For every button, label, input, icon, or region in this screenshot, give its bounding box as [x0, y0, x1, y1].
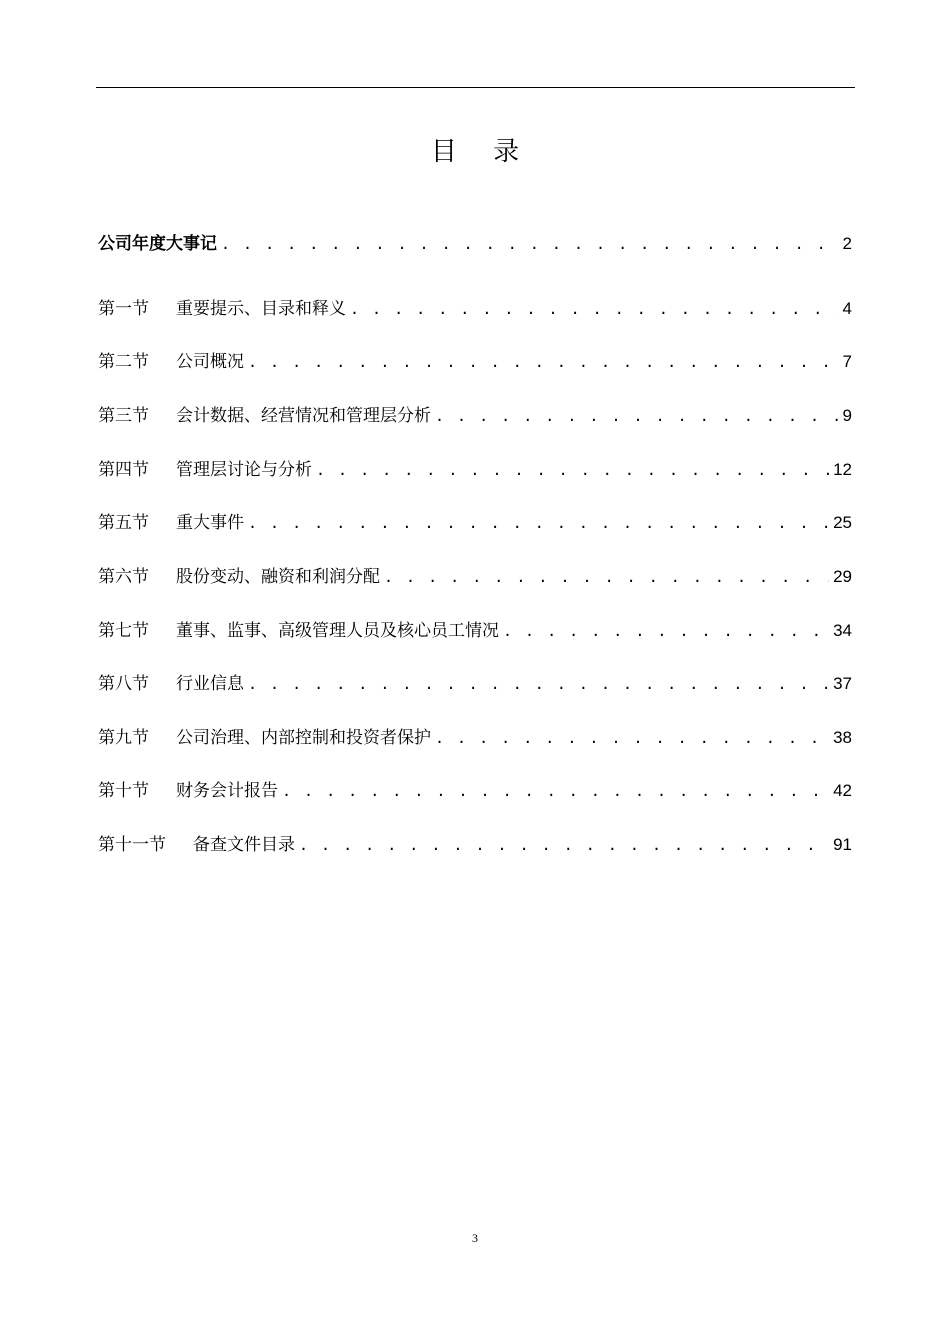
- toc-entry-heading: 重要提示、目录和释义: [176, 299, 346, 319]
- toc-title: 目 录: [430, 137, 534, 167]
- toc-entry-section: 第九节: [98, 728, 149, 748]
- toc-entry-heading: 重大事件: [176, 513, 244, 533]
- toc-entry-heading: 财务会计报告: [176, 781, 278, 801]
- toc-entry-heading: 股份变动、融资和利润分配: [176, 567, 380, 587]
- toc-dot-leader: [299, 831, 829, 859]
- toc-dot-leader: [248, 509, 829, 537]
- toc-entry-section-7[interactable]: [98, 617, 852, 645]
- toc-entry-section: 第十节: [98, 781, 149, 801]
- toc-entry-page: 25: [833, 513, 852, 532]
- toc-entry-section-9[interactable]: [98, 724, 852, 752]
- toc-entry-section-5[interactable]: [98, 509, 852, 537]
- header-rule: [96, 87, 855, 88]
- toc-entry-section: 第二节: [98, 352, 149, 372]
- toc-dot-leader: [503, 617, 829, 645]
- toc-entry-heading: 公司治理、内部控制和投资者保护: [176, 728, 431, 748]
- toc-entry-annual-events[interactable]: [98, 230, 852, 258]
- toc-entry-page: 4: [842, 299, 852, 318]
- toc-entry-heading: 管理层讨论与分析: [176, 460, 312, 480]
- toc-entry-heading: 公司概况: [176, 352, 244, 372]
- toc-entry-section: 第七节: [98, 621, 149, 641]
- toc-dot-leader: [248, 670, 829, 698]
- toc-dot-leader: [316, 456, 829, 484]
- toc-entry-section: 第五节: [98, 513, 149, 533]
- toc-entry-page: 29: [833, 567, 852, 586]
- toc-entry-section-3[interactable]: [98, 402, 852, 430]
- toc-dot-leader: [384, 563, 829, 591]
- toc-entry-section: 第三节: [98, 406, 149, 426]
- page-number: 3: [472, 1231, 478, 1245]
- toc-entry-section: 第八节: [98, 674, 149, 694]
- toc-entry-section-1[interactable]: [98, 295, 852, 323]
- toc-entry-heading: 董事、监事、高级管理人员及核心员工情况: [176, 621, 499, 641]
- toc-entry-page: 34: [833, 621, 852, 640]
- toc-entry-heading: 行业信息: [176, 674, 244, 694]
- toc-entry-section: 第十一节: [98, 835, 166, 855]
- toc-entry-section: 第四节: [98, 460, 149, 480]
- toc-entry-page: 12: [833, 460, 852, 479]
- toc-dot-leader: [350, 295, 839, 323]
- toc-entry-section-4[interactable]: [98, 456, 852, 484]
- toc-entry-section-2[interactable]: [98, 348, 852, 376]
- toc-entry-page: 9: [842, 406, 852, 425]
- toc-entry-page: 91: [833, 835, 852, 854]
- toc-entry-section-8[interactable]: [98, 670, 852, 698]
- toc-entry-heading: 会计数据、经营情况和管理层分析: [176, 406, 431, 426]
- toc-dot-leader: [248, 348, 839, 376]
- toc-entry-section: 第一节: [98, 299, 149, 319]
- toc-entry-page: 7: [842, 352, 852, 371]
- toc-entry-page: 38: [833, 728, 852, 747]
- toc-entry-page: 37: [833, 674, 852, 693]
- toc-entry-page: 2: [842, 234, 852, 253]
- toc-entry-heading: 备查文件目录: [193, 835, 295, 855]
- toc-dot-leader: [435, 402, 839, 430]
- toc-entry-heading: 公司年度大事记: [98, 234, 217, 254]
- toc-dot-leader: [282, 777, 829, 805]
- toc-entry-section-11[interactable]: [98, 831, 852, 859]
- toc-entry-section: 第六节: [98, 567, 149, 587]
- toc-entry-section-10[interactable]: [98, 777, 852, 805]
- toc-dot-leader: [221, 230, 839, 258]
- toc-entry-section-6[interactable]: [98, 563, 852, 591]
- toc-entry-page: 42: [833, 781, 852, 800]
- toc-dot-leader: [435, 724, 829, 752]
